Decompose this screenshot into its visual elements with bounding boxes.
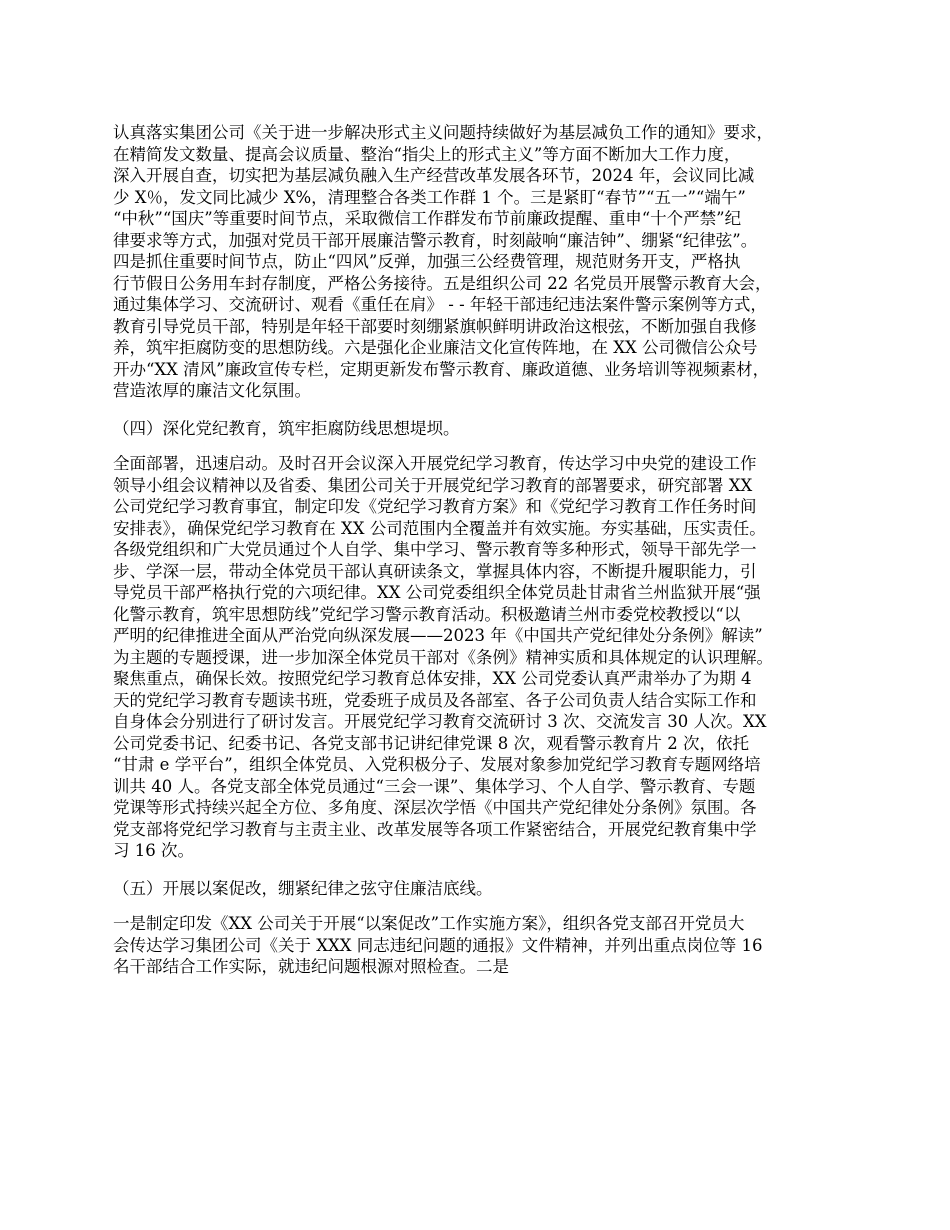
- text-line: 开办“XX 清风”廉政宣传专栏，定期更新发布警示教育、廉政道德、业务培训等视频素材，: [113, 359, 770, 379]
- text-line: 为主题的专题授课，进一步加深全体党员干部对《条例》精神实质和具体规定的认识理解。: [113, 647, 773, 667]
- text-line: 天的党纪学习教育专题读书班，党委班子成员及各部室、各子公司负责人结合实际工作和: [113, 690, 757, 710]
- text-line: 律要求等方式，加强对党员干部开展廉洁警示教育，时刻敲响“廉洁钟”、绷紧“纪律弦”。: [113, 230, 758, 250]
- text-line: “甘肃 e 学平台”，组织全体党员、入党积极分子、发展对象参加党纪学习教育专题网络培: [113, 755, 761, 774]
- text-line: “中秋”“国庆”等重要时间节点，采取微信工作群发布节前廉政提醒、重申“十个严禁”纪: [113, 209, 742, 228]
- paragraph-party-discipline-education: [113, 453, 853, 862]
- text-line: 在精简发文数量、提高会议质量、整治“指尖上的形式主义”等方面不断加大工作力度，: [113, 144, 741, 164]
- text-line: 导党员干部严格执行党的六项纪律。XX 公司党委组织全体党员赴甘肃省兰州监狱开展“强: [113, 583, 761, 602]
- text-line: 习 16 次。: [113, 841, 194, 860]
- section-heading-4: （四）深化党纪教育，筑牢拒腐防线思想堤坝。: [113, 418, 460, 438]
- document-page: [113, 122, 853, 978]
- text-line: 化警示教育，筑牢思想防线”党纪学习警示教育活动。积极邀请兰州市委党校教授以“以: [113, 604, 741, 624]
- text-line: 聚焦重点，确保长效。按照党纪学习教育总体安排，XX 公司党委认真严肃举办了为期 4: [113, 669, 752, 688]
- text-line: 四是抓住重要时间节点，防止“四风”反弹，加强三公经费管理，规范财务开支，严格执: [113, 252, 741, 271]
- text-line: 养，筑牢拒腐防变的思想防线。六是强化企业廉洁文化宣传阵地，在 XX 公司微信公众号: [113, 338, 758, 357]
- text-line: 严明的纪律推进全面从严治党向纵深发展——2023 年《中国共产党纪律处分条例》解读”: [113, 626, 763, 645]
- text-line: 少 X％，发文同比减少 X%，清理整合各类工作群 1 个。三是紧盯“春节”“五一”“端午”: [113, 187, 746, 207]
- paragraph-integrity-measures: [113, 122, 853, 402]
- text-line: 自身体会分别进行了研讨发言。开展党纪学习教育交流研讨 3 次、交流发言 30 人次。XX: [113, 712, 767, 731]
- text-line: 公司党委书记、纪委书记、各党支部书记讲纪律党课 8 次，观看警示教育片 2 次，依托: [113, 733, 749, 753]
- text-line: 认真落实集团公司《关于进一步解决形式主义问题持续做好为基层减负工作的通知》要求，: [113, 123, 773, 142]
- text-line: 教育引导党员干部，特别是年轻干部要时刻绷紧旗帜鲜明讲政治这根弦，不断加强自我修: [113, 316, 757, 336]
- text-line: 一是制定印发《XX 公司关于开展“以案促改”工作实施方案》，组织各党支部召开党员大: [113, 914, 745, 933]
- section-heading-5: （五）开展以案促改，绷紧纪律之弦守住廉洁底线。: [113, 878, 493, 898]
- paragraph-case-based-reform: [113, 913, 853, 978]
- text-line: 会传达学习集团公司《关于 XXX 同志违纪问题的通报》文件精神，并列出重点岗位等 16: [113, 935, 763, 955]
- text-line: 深入开展自查，切实把为基层减负融入生产经营改革发展各环节，2024 年，会议同比减: [113, 166, 755, 185]
- text-line: 名干部结合工作实际，就违纪问题根源对照检查。二是: [113, 957, 509, 976]
- text-line: 公司党纪学习教育事宜，制定印发《党纪学习教育方案》和《党纪学习教育工作任务时间: [113, 497, 757, 516]
- text-line: 全面部署，迅速启动。及时召开会议深入开展党纪学习教育，传达学习中央党的建设工作: [113, 454, 757, 473]
- text-line: 步、学深一层，带动全体党员干部认真研读条文，掌握具体内容，不断提升履职能力，引: [113, 561, 757, 581]
- text-line: 党课等形式持续兴起全方位、多角度、深层次学悟《中国共产党纪律处分条例》氛围。各: [113, 798, 757, 817]
- text-line: 训共 40 人。各党支部全体党员通过“三会一课”、集体学习、个人自学、警示教育、专题: [113, 776, 756, 796]
- text-line: 各级党组织和广大党员通过个人自学、集中学习、警示教育等多种形式，领导干部先学一: [113, 540, 757, 559]
- text-line: 领导小组会议精神以及省委、集团公司关于开展党纪学习教育的部署要求，研究部署 XX: [113, 475, 753, 495]
- text-line: 营造浓厚的廉洁文化氛围。: [113, 381, 311, 400]
- text-line: 行节假日公务用车封存制度，严格公务接待。五是组织公司 22 名党员开展警示教育大会，: [113, 273, 772, 293]
- text-line: 党支部将党纪学习教育与主责主业、改革发展等各项工作紧密结合，开展党纪教育集中学: [113, 819, 757, 839]
- text-line: 通过集体学习、交流研讨、观看《重任在肩》 - - 年轻干部违纪违法案件警示案例等方式，: [113, 295, 767, 314]
- text-line: 安排表》，确保党纪学习教育在 XX 公司范围内全覆盖并有效实施。夯实基础，压实责任。: [113, 518, 766, 538]
